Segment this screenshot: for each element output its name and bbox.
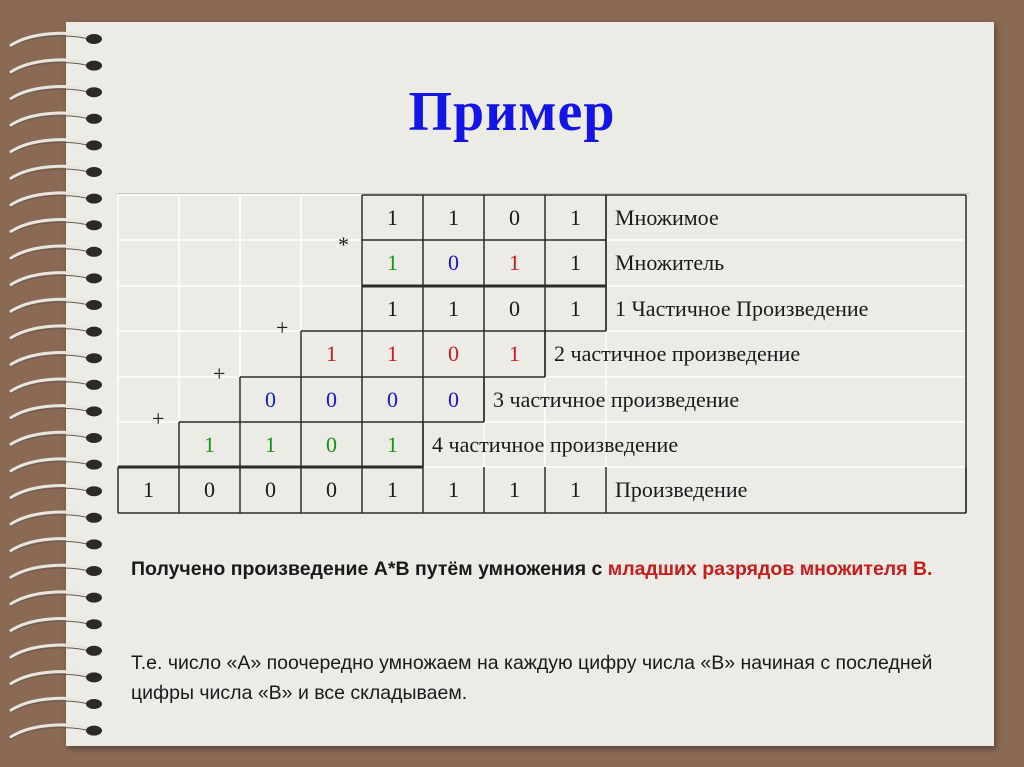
row-label: 3 частичное произведение [493,386,740,412]
table-digit: 1 [570,250,581,275]
table-digit: 1 [570,295,581,321]
summary-highlight: младших разрядов множителя В. [607,558,933,580]
table-digit: 1 [143,477,154,502]
table-digit: 0 [265,386,276,412]
table-digit: 0 [448,386,459,412]
table-digit: 1 [387,431,398,457]
row-label: 2 частичное произведение [554,341,801,366]
plus-sign: + [276,315,289,340]
table-digit: 0 [326,431,337,457]
table-digit: 0 [448,250,459,275]
table-digit: 1 [204,431,215,457]
table-digit: 1 [387,341,398,366]
table-digit: 1 [570,204,581,230]
row-label: Произведение [615,477,748,502]
table-digit: 0 [448,341,459,366]
table-digit: 1 [509,250,520,275]
table-digit: 1 [448,295,459,321]
table-digit: 1 [448,477,459,502]
table-digit: 1 [387,250,398,275]
row-label: Множимое [615,204,719,230]
multiply-sign: * [338,232,349,257]
summary-part1: Получено произведение А*В путём умножения с [131,558,603,580]
table-digit: 1 [387,477,398,502]
table-digit: 0 [509,204,520,230]
plus-sign: + [152,406,165,431]
row-label: Множитель [615,250,725,275]
table-digit: 0 [204,477,215,502]
table-digit: 0 [326,477,337,502]
row-label: 4 частичное произведение [432,431,679,457]
table-digit: 0 [509,295,520,321]
table-digit: 1 [570,477,581,502]
table-digit: 0 [326,386,337,412]
table-digit: 1 [265,431,276,457]
explanation-text: Т.е. число «А» поочередно умножаем на каждую цифру числа «В» начиная с последней цифры числа «В» и все складываем. [131,652,933,704]
table-digit: 0 [387,386,398,412]
summary-text [131,555,961,584]
table-digit: 1 [509,341,520,366]
table-digit: 0 [265,477,276,502]
table-digit: 1 [326,341,337,366]
table-digit: 1 [387,204,398,230]
slide-title: Пример [408,81,616,143]
table-digit: 1 [387,295,398,321]
table-digit: 1 [448,204,459,230]
plus-sign: + [213,361,226,386]
table-digit: 1 [509,477,520,502]
row-label: 1 Частичное Произведение [615,295,869,321]
